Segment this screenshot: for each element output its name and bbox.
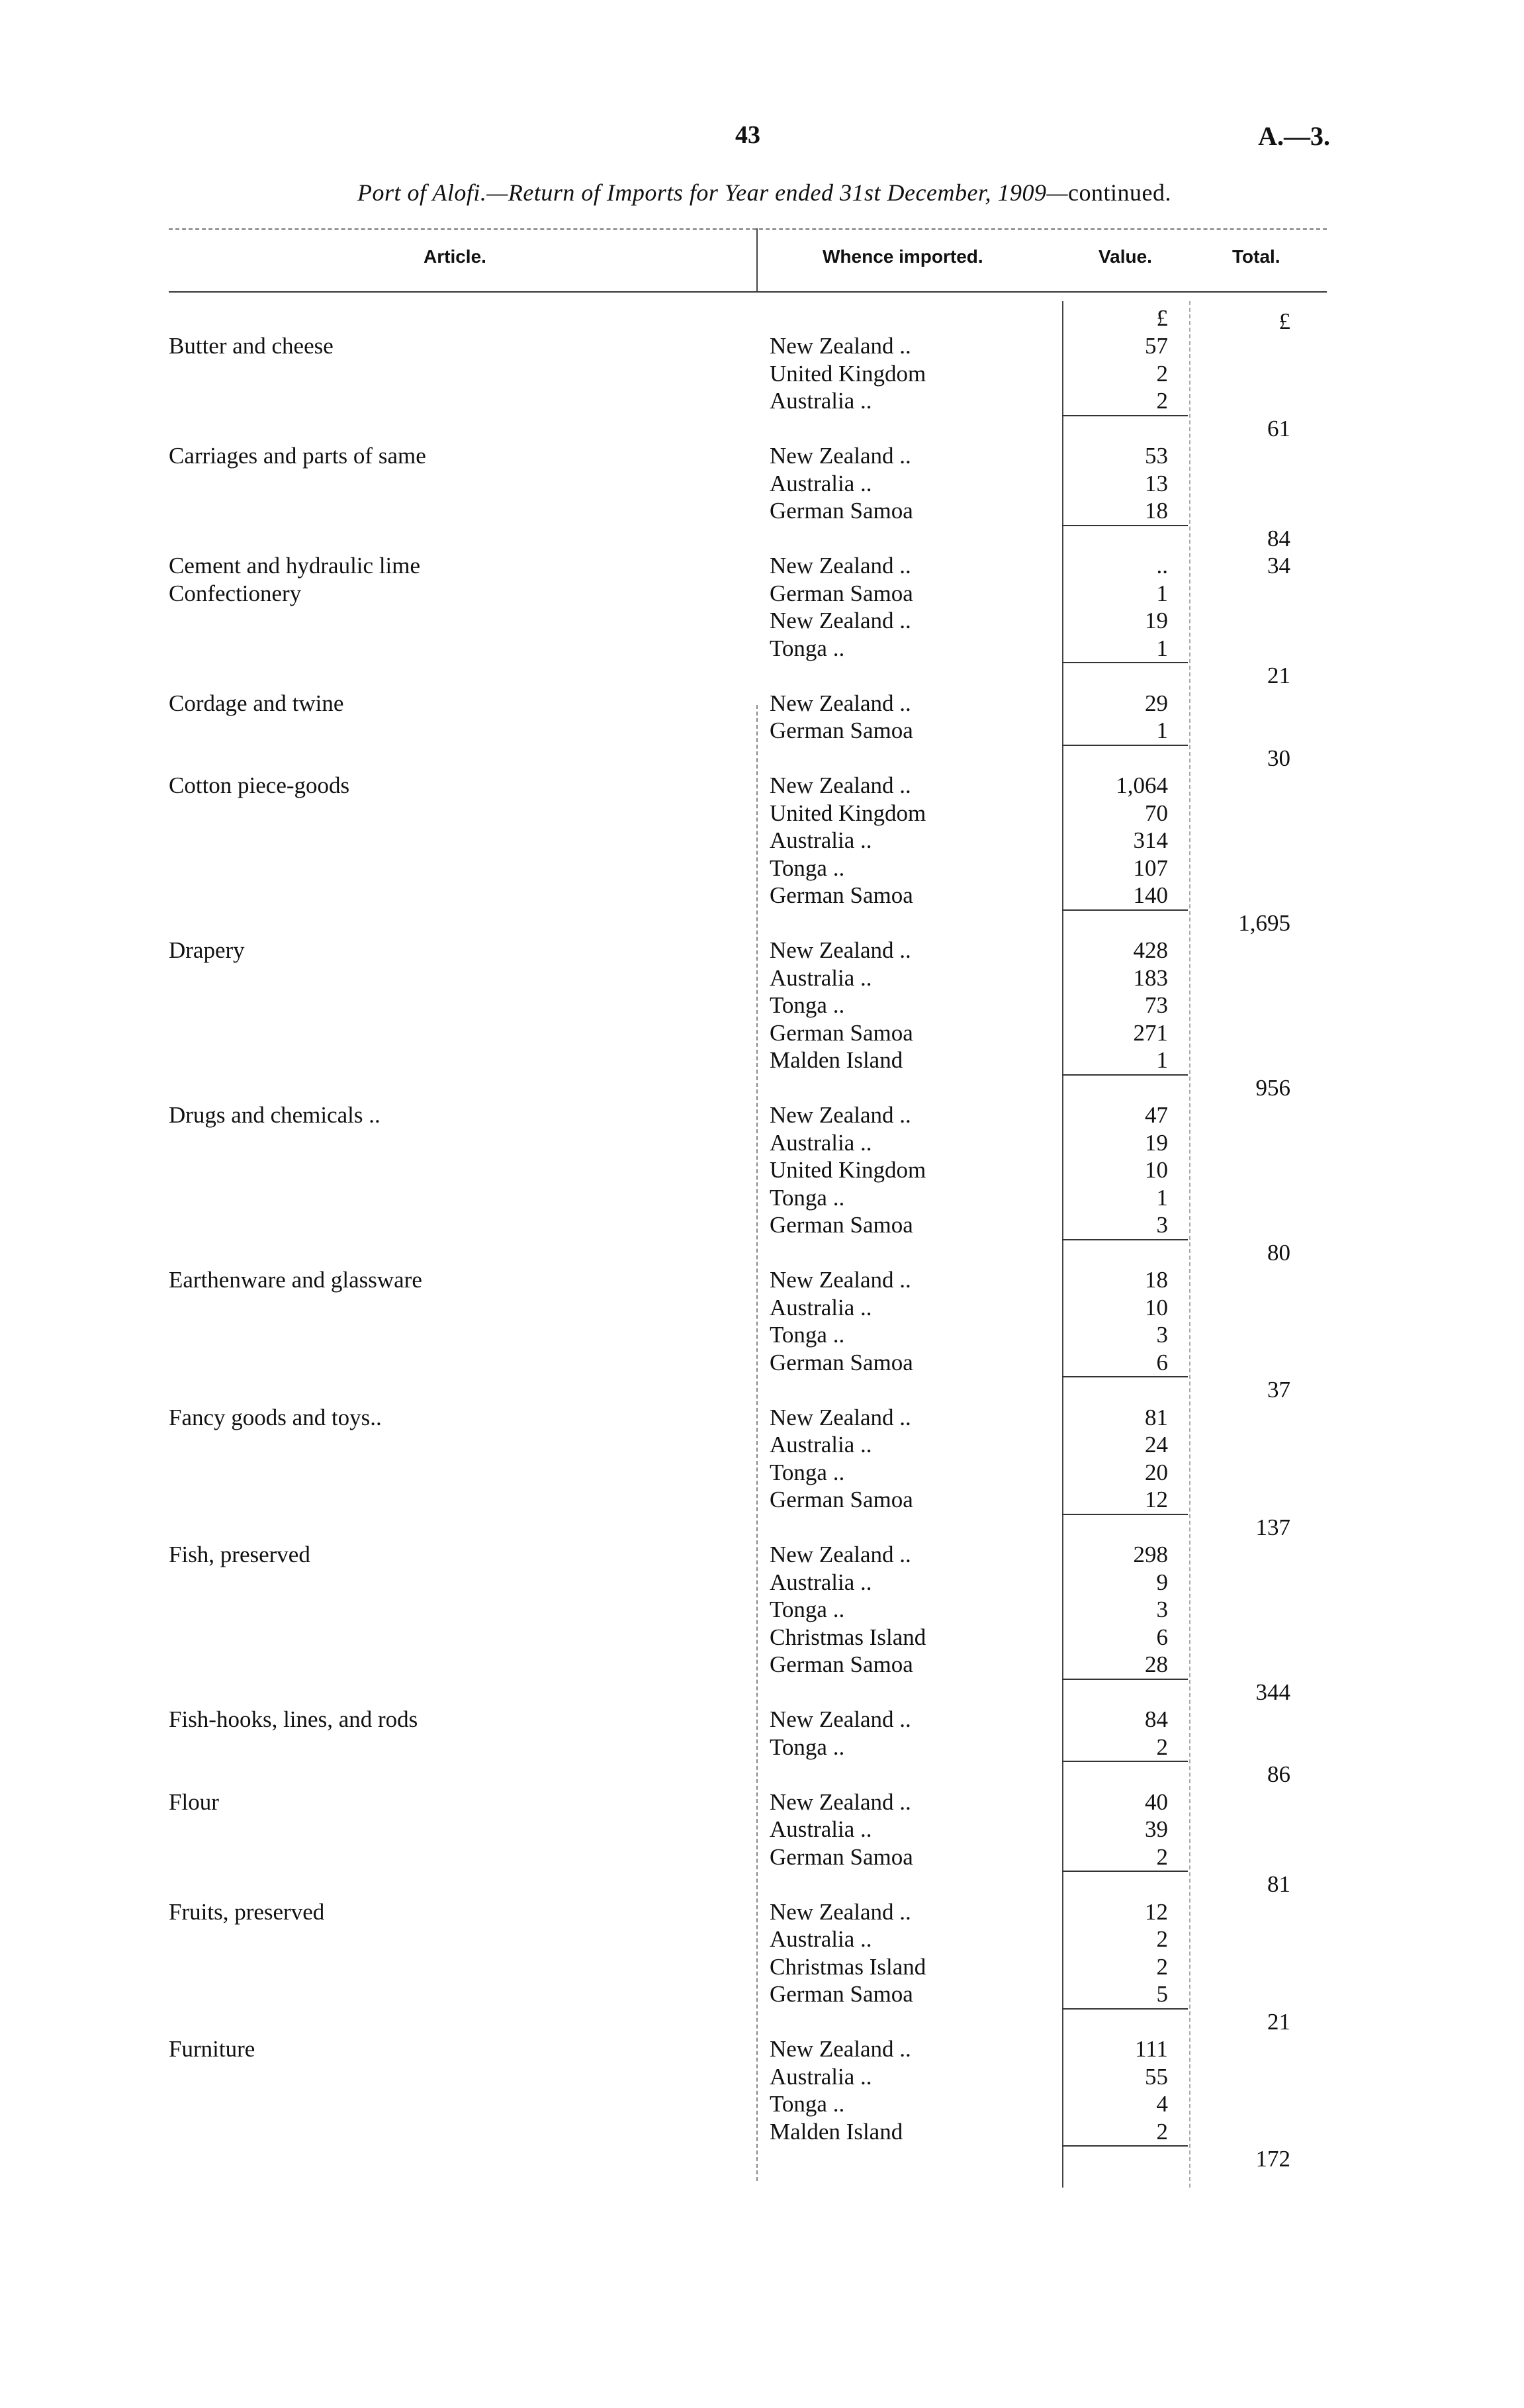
table-row (0, 1843, 1524, 1871)
whence-imported: Tonga .. (770, 1459, 845, 1485)
table-row (0, 607, 1524, 635)
group-total-row (0, 1679, 1524, 1706)
value-cell: 1 (1156, 580, 1168, 606)
article-name: Drapery (169, 937, 245, 963)
article-group (0, 1101, 1524, 1266)
whence-imported: Australia .. (770, 1569, 872, 1595)
whence-imported: German Samoa (770, 580, 913, 606)
value-cell: 19 (1145, 608, 1168, 633)
whence-imported: New Zealand .. (770, 333, 911, 359)
whence-imported: German Samoa (770, 882, 913, 908)
whence-imported: Tonga .. (770, 1184, 845, 1211)
value-cell: 2 (1156, 1926, 1168, 1952)
column-header-value: Value. (1098, 246, 1152, 267)
value-cell: 2 (1156, 1734, 1168, 1760)
group-total: 137 (1255, 1514, 1290, 1540)
value-cell: 12 (1145, 1898, 1168, 1925)
value-cell: 84 (1145, 1706, 1168, 1732)
group-total: 21 (1267, 2008, 1290, 2035)
value-cell: 55 (1145, 2063, 1168, 2090)
whence-imported: Tonga .. (770, 1734, 845, 1760)
subtotal-rule (1062, 909, 1188, 911)
table-row (0, 360, 1524, 388)
table-caption (169, 179, 1360, 207)
group-total-row (0, 1761, 1524, 1788)
table-row (0, 1925, 1524, 1953)
group-total: 86 (1267, 1761, 1290, 1787)
table-row (0, 937, 1524, 964)
group-total: 30 (1267, 745, 1290, 771)
article-group (0, 937, 1524, 1101)
subtotal-rule (1062, 1871, 1188, 1872)
table-row (0, 1294, 1524, 1322)
table-row (0, 992, 1524, 1019)
column-header-whence: Whence imported. (823, 246, 983, 267)
group-total-row (0, 662, 1524, 690)
table-row (0, 1980, 1524, 2008)
table-row (0, 772, 1524, 800)
column-header-total: Total. (1232, 246, 1280, 267)
article-group (0, 1898, 1524, 2036)
value-cell: 1 (1156, 635, 1168, 661)
group-total: 956 (1255, 1074, 1290, 1101)
subtotal-rule (1062, 2008, 1188, 2010)
whence-imported: United Kingdom (770, 1157, 926, 1183)
value-cell: 3 (1156, 1322, 1168, 1348)
article-group (0, 1541, 1524, 1706)
table-row (0, 882, 1524, 909)
value-cell: 2 (1156, 2118, 1168, 2145)
article-group (0, 552, 1524, 580)
whence-imported: Tonga .. (770, 992, 845, 1018)
whence-imported: Australia .. (770, 1432, 872, 1458)
value-cell: 314 (1133, 827, 1168, 853)
document-reference: A.—3. (1258, 121, 1330, 151)
whence-imported: New Zealand .. (770, 608, 911, 633)
whence-imported: New Zealand .. (770, 1706, 911, 1732)
whence-imported: Tonga .. (770, 1322, 845, 1348)
whence-imported: Australia .. (770, 388, 872, 414)
article-group (0, 1706, 1524, 1788)
table-row (0, 1019, 1524, 1047)
whence-imported: Tonga .. (770, 855, 845, 881)
whence-imported: German Samoa (770, 498, 913, 524)
table-row (0, 1184, 1524, 1212)
value-cell: 3 (1156, 1597, 1168, 1622)
value-cell: 20 (1145, 1459, 1168, 1485)
value-cell: 57 (1145, 333, 1168, 359)
table-row (0, 497, 1524, 525)
article-group (0, 2035, 1524, 2173)
table-row (0, 827, 1524, 855)
value-cell: 428 (1133, 937, 1168, 963)
subtotal-rule (1062, 1376, 1188, 1377)
whence-imported: Australia .. (770, 1294, 872, 1320)
whence-imported: German Samoa (770, 1843, 913, 1870)
whence-imported: New Zealand .. (770, 1788, 911, 1815)
table-row (0, 690, 1524, 718)
article-name: Flour (169, 1788, 219, 1815)
table-row (0, 1816, 1524, 1843)
whence-imported: Australia .. (770, 470, 872, 496)
value-cell: 4 (1156, 2091, 1168, 2117)
whence-imported: New Zealand .. (770, 1102, 911, 1128)
imports-table (0, 298, 1524, 2173)
table-row (0, 1541, 1524, 1569)
table-row (0, 580, 1524, 608)
currency-row (0, 298, 1524, 332)
table-row (0, 1651, 1524, 1679)
table-row (0, 1129, 1524, 1157)
article-group (0, 690, 1524, 772)
whence-imported: United Kingdom (770, 360, 926, 387)
value-cell: 10 (1145, 1294, 1168, 1320)
table-row (0, 1486, 1524, 1514)
article-name: Fruits, preserved (169, 1898, 325, 1925)
column-header-article: Article. (424, 246, 486, 267)
value-cell: 6 (1156, 1349, 1168, 1375)
whence-imported: German Samoa (770, 1349, 913, 1375)
table-row (0, 2090, 1524, 2118)
subtotal-rule (1062, 2145, 1188, 2147)
group-total-row (0, 1074, 1524, 1102)
value-cell: 28 (1145, 1651, 1168, 1677)
table-row (0, 332, 1524, 360)
article-name: Fish-hooks, lines, and rods (169, 1706, 418, 1732)
table-row (0, 1706, 1524, 1734)
table-row (0, 470, 1524, 498)
whence-imported: German Samoa (770, 718, 913, 743)
group-total-row (0, 2145, 1524, 2173)
group-total: 172 (1255, 2146, 1290, 2172)
value-cell: 40 (1145, 1788, 1168, 1815)
whence-imported: Tonga .. (770, 1597, 845, 1622)
subtotal-rule (1062, 1679, 1188, 1680)
value-cell: 18 (1145, 498, 1168, 524)
value-cell: .. (1156, 553, 1168, 579)
article-name: Earthenware and glassware (169, 1267, 422, 1293)
value-cell: 24 (1145, 1432, 1168, 1458)
table-row (0, 1404, 1524, 1432)
value-cell: 2 (1156, 388, 1168, 414)
whence-imported: Malden Island (770, 1047, 903, 1073)
group-total: 1,695 (1238, 909, 1290, 936)
value-cell: 183 (1133, 964, 1168, 991)
whence-imported: United Kingdom (770, 800, 926, 826)
group-total-row (0, 1239, 1524, 1267)
value-cell: 1,064 (1116, 772, 1168, 798)
value-cell: 70 (1145, 800, 1168, 826)
whence-imported: New Zealand .. (770, 1404, 911, 1430)
group-total-row (0, 1871, 1524, 1898)
group-total: 61 (1267, 415, 1290, 441)
table-row (0, 1459, 1524, 1487)
group-total-row (0, 415, 1524, 443)
whence-imported: New Zealand .. (770, 1898, 911, 1925)
table-row (0, 964, 1524, 992)
table-row (0, 855, 1524, 882)
whence-imported: Australia .. (770, 1926, 872, 1952)
article-group (0, 1788, 1524, 1898)
table-row (0, 1101, 1524, 1129)
value-cell: 13 (1145, 470, 1168, 496)
whence-imported: Tonga .. (770, 635, 845, 661)
table-row (0, 1898, 1524, 1926)
article-group (0, 772, 1524, 937)
table-row (0, 800, 1524, 827)
whence-imported: New Zealand .. (770, 1267, 911, 1293)
top-rule (169, 228, 1327, 230)
value-currency: £ (1156, 305, 1168, 331)
table-row (0, 442, 1524, 470)
article-group (0, 580, 1524, 690)
table-row (0, 2035, 1524, 2063)
value-cell: 1 (1156, 718, 1168, 743)
value-cell: 39 (1145, 1816, 1168, 1842)
article-name: Butter and cheese (169, 333, 334, 359)
value-cell: 2 (1156, 1843, 1168, 1870)
table-row (0, 1734, 1524, 1761)
subtotal-rule (1062, 415, 1188, 416)
article-name: Fancy goods and toys.. (169, 1404, 382, 1430)
article-group (0, 442, 1524, 552)
table-row (0, 387, 1524, 415)
table-row (0, 1431, 1524, 1459)
value-cell: 111 (1135, 2036, 1168, 2062)
table-row (0, 635, 1524, 663)
value-cell: 3 (1156, 1212, 1168, 1238)
caption-continued: continued. (1068, 179, 1171, 206)
table-row (0, 1349, 1524, 1377)
whence-imported: German Samoa (770, 1212, 913, 1238)
group-total-row (0, 2008, 1524, 2036)
value-cell: 5 (1156, 1981, 1168, 2007)
value-cell: 271 (1133, 1019, 1168, 1046)
whence-imported: Australia .. (770, 2063, 872, 2090)
value-cell: 107 (1133, 855, 1168, 881)
article-name: Drugs and chemicals .. (169, 1102, 381, 1128)
value-cell: 47 (1145, 1102, 1168, 1128)
whence-imported: Australia .. (770, 1129, 872, 1156)
whence-imported: Christmas Island (770, 1953, 926, 1980)
value-cell: 298 (1133, 1542, 1168, 1567)
caption-title: Port of Alofi.—Return of Imports for Year ended 31st December, 1909— (357, 179, 1068, 206)
group-total-row (0, 1376, 1524, 1404)
group-total-row (0, 909, 1524, 937)
whence-imported: New Zealand .. (770, 772, 911, 798)
whence-imported: German Samoa (770, 1019, 913, 1046)
table-row (0, 2118, 1524, 2146)
value-cell: 10 (1145, 1157, 1168, 1183)
group-total: 344 (1255, 1679, 1290, 1705)
value-cell: 9 (1156, 1569, 1168, 1595)
whence-imported: New Zealand .. (770, 937, 911, 963)
value-cell: 29 (1145, 690, 1168, 716)
value-cell: 18 (1145, 1267, 1168, 1293)
group-total-row (0, 525, 1524, 553)
whence-imported: New Zealand .. (770, 2036, 911, 2062)
value-cell: 19 (1145, 1129, 1168, 1156)
subtotal-rule (1062, 745, 1188, 746)
value-cell: 53 (1145, 443, 1168, 469)
article-name: Cement and hydraulic lime (169, 553, 421, 579)
value-cell: 73 (1145, 992, 1168, 1018)
article-name: Cotton piece-goods (169, 772, 350, 798)
total-currency: £ (1278, 308, 1290, 334)
whence-imported: German Samoa (770, 1981, 913, 2007)
article-name: Furniture (169, 2036, 255, 2062)
group-total-row (0, 745, 1524, 772)
article-group (0, 1404, 1524, 1542)
whence-imported: Tonga .. (770, 2091, 845, 2117)
whence-imported: Christmas Island (770, 1624, 926, 1650)
total-cell: 34 (1267, 553, 1290, 579)
group-total: 81 (1267, 1871, 1290, 1897)
table-row (0, 1596, 1524, 1624)
group-total-row (0, 1514, 1524, 1542)
value-cell: 6 (1156, 1624, 1168, 1650)
table-row (0, 1953, 1524, 1981)
whence-imported: Australia .. (770, 964, 872, 991)
table-row (0, 1321, 1524, 1349)
header-rule (169, 291, 1327, 293)
table-row (0, 552, 1524, 580)
value-cell: 12 (1145, 1487, 1168, 1512)
value-cell: 1 (1156, 1184, 1168, 1211)
column-separator-header (756, 228, 758, 291)
table-row (0, 717, 1524, 745)
table-row (0, 1211, 1524, 1239)
whence-imported: Australia .. (770, 1816, 872, 1842)
subtotal-rule (1062, 1239, 1188, 1240)
whence-imported: New Zealand .. (770, 553, 911, 579)
table-row (0, 1156, 1524, 1184)
subtotal-rule (1062, 1761, 1188, 1762)
whence-imported: New Zealand .. (770, 1542, 911, 1567)
article-group (0, 332, 1524, 442)
whence-imported: German Samoa (770, 1487, 913, 1512)
subtotal-rule (1062, 662, 1188, 663)
subtotal-rule (1062, 1074, 1188, 1076)
page-number: 43 (735, 121, 760, 149)
article-group (0, 1266, 1524, 1404)
value-cell: 140 (1133, 882, 1168, 908)
table-row (0, 2063, 1524, 2091)
group-total: 84 (1267, 525, 1290, 551)
article-name: Confectionery (169, 580, 302, 606)
group-total: 21 (1267, 663, 1290, 688)
whence-imported: New Zealand .. (770, 443, 911, 469)
table-row (0, 1569, 1524, 1597)
value-cell: 2 (1156, 1953, 1168, 1980)
table-row (0, 1266, 1524, 1294)
table-row (0, 1788, 1524, 1816)
value-cell: 81 (1145, 1404, 1168, 1430)
article-name: Fish, preserved (169, 1542, 310, 1567)
whence-imported: German Samoa (770, 1651, 913, 1677)
value-cell: 1 (1156, 1047, 1168, 1073)
group-total: 80 (1267, 1239, 1290, 1266)
group-total: 37 (1267, 1377, 1290, 1403)
whence-imported: New Zealand .. (770, 690, 911, 716)
article-name: Cordage and twine (169, 690, 344, 716)
subtotal-rule (1062, 525, 1188, 526)
value-cell: 2 (1156, 360, 1168, 387)
whence-imported: Malden Island (770, 2118, 903, 2145)
subtotal-rule (1062, 1514, 1188, 1515)
whence-imported: Australia .. (770, 827, 872, 853)
article-name: Carriages and parts of same (169, 443, 426, 469)
table-row (0, 1624, 1524, 1651)
table-row (0, 1046, 1524, 1074)
